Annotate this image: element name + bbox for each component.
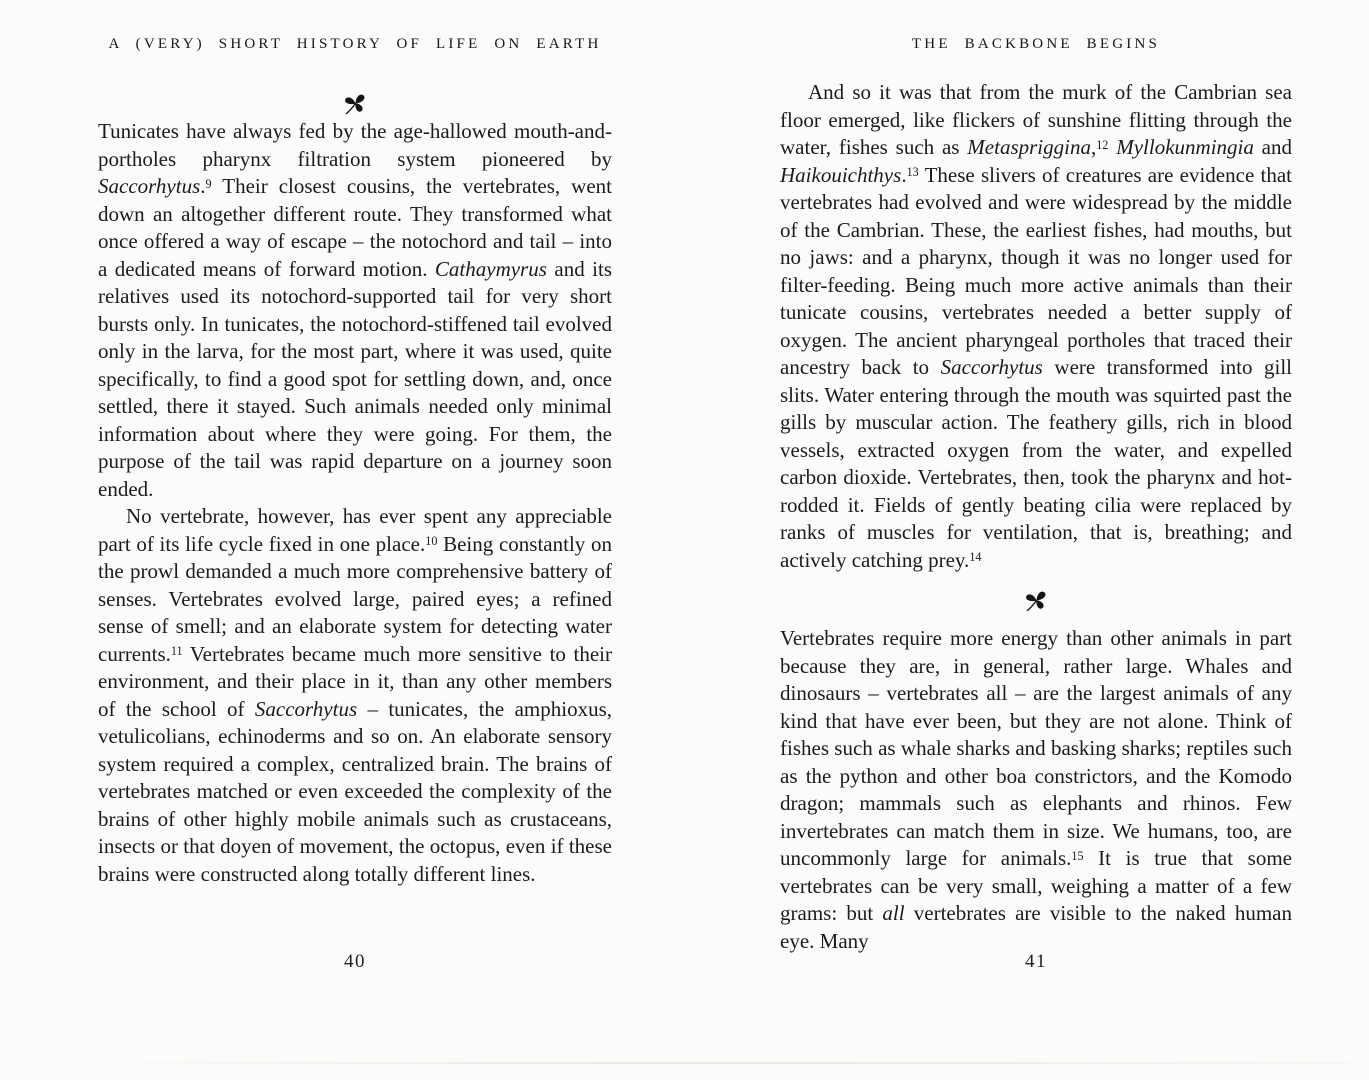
paragraph: Tunicates have always fed by the age-hallowed mouth-and-portholes pharynx filtration system pioneered by Saccorhytus.$^9$ Their closest cousins, the vertebrates, went down an altogether different route. They transformed what once offered a way of escape – the notochord and tail – into a dedicated means of forward motion. Cathaymyrus and its relatives used its notochord-supported tail for very short bursts only. In tunicates, the notochord-stiffened tail evolved only in the larva, for the most part, where it was used, quite specifically, to find a good spot for settling down, and, once settled, there it stayed. Such animals needed only minimal information about where they were going. For them, the purpose of the tail was rapid departure on a journey soon ended.	[98, 119, 612, 501]
right-running-header: THE BACKBONE BEGINS	[911, 36, 1161, 52]
right-page-number: 41	[1025, 951, 1047, 972]
fleuron-leaf-icon	[341, 91, 369, 118]
left-running-header: A (VERY) SHORT HISTORY OF LIFE ON EARTH	[108, 36, 602, 52]
fleuron-leaf-icon	[1022, 588, 1050, 615]
left-page-body	[98, 91, 612, 888]
right-page	[780, 0, 1292, 1080]
right-page-body	[780, 79, 1292, 955]
paragraph: And so it was that from the murk of the Cambrian sea floor emerged, like flickers of sunshine flitting through the water, fishes such as Metaspriggina,$^{12}$ Myllokunmingia and Haikouichthys.$^{13}$ These slivers of creatures are evidence that vertebrates had evolved and were widespread by the middle of the Cambrian. These, the earliest fishes, had mouths, but no jaws: and a pharynx, though it was no longer used for filter-feeding. Being much more active animals than their tunicate cousins, vertebrates needed a better supply of oxygen. The ancient pharyngeal portholes that traced their ancestry back to Saccorhytus were transformed into gill slits. Water entering through the mouth was squirted past the gills by muscular action. The feathery gills, rich in blood vessels, extracted oxygen from the water, and expelled carbon dioxide. Vertebrates, then, took the pharynx and hot-rodded it. Fields of gently beating cilia were replaced by ranks of muscles for ventilation, that is, breathing; and actively catching prey.$^{14}$	[780, 80, 1292, 572]
left-page	[98, 0, 612, 1080]
paragraph: Vertebrates require more energy than other animals in part because they are, in general, rather large. Whales and dinosaurs – vertebrates all – are the largest animals of any kind that have ever been, but they are not alone. Think of fishes such as whale sharks and basking sharks; reptiles such as the python and other boa constrictors, and the Komodo dragon; mammals such as elephants and rhinos. Few invertebrates can match them in size. We humans, too, are uncommonly large for animals.$^{15}$ It is true that some vertebrates can be very small, weighing a matter of a few grams: but all vertebrates are visible to the naked human eye. Many	[780, 626, 1293, 953]
paragraph: No vertebrate, however, has ever spent any appreciable part of its life cycle fixed in one place.$^{10}$ Being constantly on the prowl demanded a much more comprehensive battery of senses. Vertebrates evolved large, paired eyes; a refined sense of smell; and an elaborate system for detecting water currents.$^{11}$ Vertebrates became much more sensitive to their environment, and their place in it, than any other members of the school of Saccorhytus – tunicates, the amphioxus, vetulicolians, echinoderms and so on. An elaborate sensory system required a complex, centralized brain. The brains of vertebrates matched or even exceeded the complexity of the brains of other highly mobile animals such as crustaceans, insects or that doyen of movement, the octopus, even if these brains were constructed along totally different lines.	[98, 504, 612, 886]
left-page-number: 40	[344, 951, 366, 972]
